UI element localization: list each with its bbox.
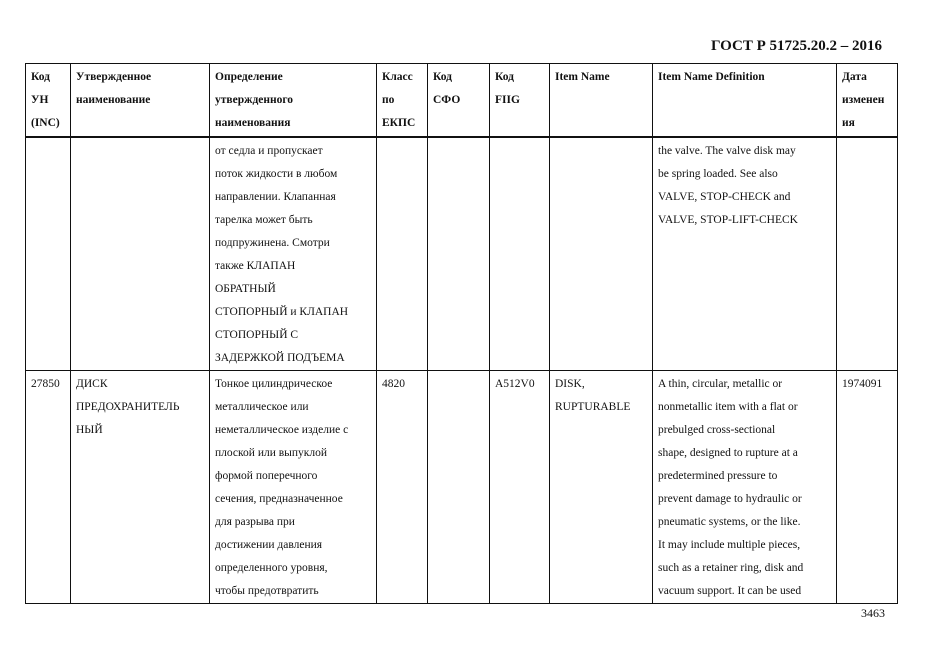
column-header-fiig: Код FIIG — [490, 64, 550, 138]
cell-definition: Тонкое цилиндрическое металлическое или неметаллическое изделие с плоской или выпуклой формой поперечного сечения, предназначенное для разрыва при достижении давления определенного уровня, чтобы предотвратить — [210, 371, 377, 604]
cell-class — [377, 137, 428, 371]
column-header-item-name: Item Name — [550, 64, 653, 138]
cell-fiig — [490, 137, 550, 371]
document-standard-header: ГОСТ Р 51725.20.2 – 2016 — [711, 38, 883, 54]
page-number: 3463 — [861, 606, 885, 620]
column-header-item-name-definition: Item Name Definition — [653, 64, 837, 138]
cell-inc: 27850 — [26, 371, 71, 604]
column-header-class: Класс по ЕКПС — [377, 64, 428, 138]
column-header-sfo: Код СФО — [428, 64, 490, 138]
cell-sfo — [428, 137, 490, 371]
nomenclature-table — [25, 63, 898, 604]
cell-class: 4820 — [377, 371, 428, 604]
cell-item-name: DISK, RUPTURABLE — [550, 371, 653, 604]
table-row — [26, 371, 898, 604]
column-header-definition: Определение утвержденного наименования — [210, 64, 377, 138]
cell-approved-name — [71, 137, 210, 371]
column-header-inc: Код УН (INC) — [26, 64, 71, 138]
cell-date: 1974091 — [837, 371, 898, 604]
cell-definition: от седла и пропускает поток жидкости в любом направлении. Клапанная тарелка может быть подпружинена. Смотри также КЛАПАН ОБРАТНЫЙ СТОПОРНЫЙ и КЛАПАН СТОПОРНЫЙ С ЗАДЕРЖКОЙ ПОДЪЕМА — [210, 137, 377, 371]
column-header-date: Дата изменен ия — [837, 64, 898, 138]
cell-item-name — [550, 137, 653, 371]
table-header-row — [26, 64, 898, 138]
cell-inc — [26, 137, 71, 371]
cell-fiig: A512V0 — [490, 371, 550, 604]
cell-sfo — [428, 371, 490, 604]
cell-approved-name: ДИСК ПРЕДОХРАНИТЕЛЬ НЫЙ — [71, 371, 210, 604]
table-row — [26, 137, 898, 371]
cell-date — [837, 137, 898, 371]
column-header-approved-name: Утвержденное наименование — [71, 64, 210, 138]
cell-item-name-definition: A thin, circular, metallic or nonmetallic item with a flat or prebulged cross-sectional shape, designed to rupture at a predetermined pressure to prevent damage to hydraulic or pneumatic systems, or the like. It may include multiple pieces, such as a retainer ring, disk and vacuum support. It can be used — [653, 371, 837, 604]
cell-item-name-definition: the valve. The valve disk may be spring loaded. See also VALVE, STOP-CHECK and VALVE, STOP-LIFT-CHECK — [653, 137, 837, 371]
